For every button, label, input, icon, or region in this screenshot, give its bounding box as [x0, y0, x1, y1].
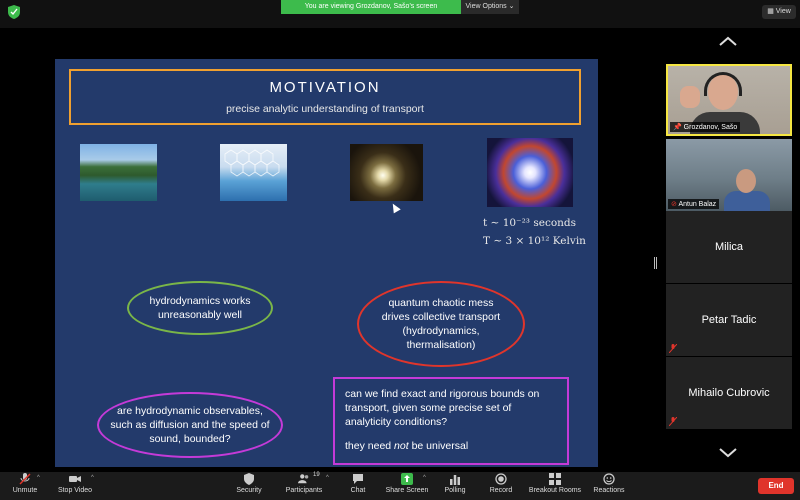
viewing-screen-banner: You are viewing Grozdanov, Sašo's screen: [281, 0, 461, 14]
view-button[interactable]: [762, 5, 796, 19]
chat-bubble-icon: [352, 473, 364, 485]
stop-video-label: Stop Video: [57, 487, 93, 494]
record-icon: [495, 473, 507, 485]
hand-gesture: [680, 86, 700, 108]
share-options-caret-icon[interactable]: ^: [423, 475, 426, 481]
top-bar: [0, 0, 800, 28]
grid-icon: ▦: [767, 8, 774, 15]
box-note-emphasis: not: [394, 440, 409, 452]
end-meeting-button[interactable]: End: [758, 478, 794, 494]
audio-options-caret-icon[interactable]: ^: [37, 475, 40, 481]
view-options-label: View Options: [465, 3, 507, 10]
bar-chart-icon: [449, 473, 461, 485]
breakout-rooms-icon: [549, 473, 561, 485]
name-tile[interactable]: [666, 211, 792, 283]
participants-label: Participants: [285, 487, 323, 494]
chevron-up-icon[interactable]: [718, 36, 738, 46]
analyticity-box: [333, 377, 569, 465]
mic-muted-icon: [669, 417, 677, 426]
tile-name-text: Milica: [714, 241, 744, 253]
title-box: [69, 69, 581, 125]
chevron-down-icon[interactable]: [718, 448, 738, 458]
video-tile-active-speaker[interactable]: [666, 64, 792, 136]
smiley-icon: [603, 473, 615, 485]
oval-hydrodynamics: [127, 281, 273, 335]
breakout-rooms-label: Breakout Rooms: [528, 487, 582, 494]
name-tile[interactable]: [666, 284, 792, 356]
chat-button[interactable]: [346, 473, 370, 494]
shared-screen: [0, 28, 658, 472]
heavy-ion-collision-image: [487, 138, 573, 207]
share-screen-icon: [401, 473, 413, 485]
box-note-post: be universal: [408, 440, 469, 452]
chevron-down-icon: ⌄: [508, 3, 515, 10]
microphone-muted-icon: [19, 473, 31, 485]
box-note: [345, 439, 557, 453]
breakout-rooms-button[interactable]: [528, 473, 582, 494]
oval-bounded-question-text: are hydrodynamic observables, such as diffusion and the speed of sound, bounded?: [110, 405, 270, 445]
slide-subtitle: precise analytic understanding of transport: [226, 103, 424, 115]
reactions-button[interactable]: [592, 473, 626, 494]
share-screen-label: Share Screen: [385, 487, 429, 494]
presentation-slide: [55, 59, 598, 467]
chat-label: Chat: [350, 487, 366, 494]
participants-count: 19: [313, 472, 320, 478]
view-options-button[interactable]: [461, 0, 519, 14]
tile-name-label: [670, 122, 740, 132]
tile-name-text: Petar Tadic: [701, 314, 757, 326]
oval-quantum-chaos: [357, 281, 525, 367]
graphene-water-image: [220, 144, 287, 201]
video-options-caret-icon[interactable]: ^: [91, 475, 94, 481]
participants-caret-icon[interactable]: ^: [326, 475, 329, 481]
slide-title: MOTIVATION: [269, 79, 381, 96]
video-tile[interactable]: [666, 139, 792, 211]
name-tile[interactable]: [666, 357, 792, 429]
oval-hydrodynamics-text: hydrodynamics works unreasonably well: [149, 295, 251, 321]
participant-head: [736, 169, 756, 193]
formula-temperature: T ∼ 3 × 10¹² Kelvin: [483, 235, 586, 247]
view-button-label: View: [775, 8, 791, 15]
unmute-label: Unmute: [12, 487, 38, 494]
security-button[interactable]: [234, 473, 264, 494]
video-camera-icon: [69, 473, 81, 485]
tile-name-text: Antun Balaz: [678, 201, 717, 208]
formula-time: t ∼ 10⁻²³ seconds: [483, 217, 577, 229]
participants-icon: [298, 473, 310, 485]
tile-name-text: Mihailo Cubrovic: [688, 387, 770, 399]
oval-quantum-chaos-text: quantum chaotic mess drives collective transport (hydrodynamics, thermalisation): [381, 297, 501, 351]
hexagon-lattice-icon: [220, 144, 287, 201]
lake-image: [80, 144, 157, 201]
polling-button[interactable]: [442, 473, 468, 494]
box-note-pre: they need: [345, 440, 395, 452]
reactions-label: Reactions: [593, 487, 625, 494]
resize-handle[interactable]: [654, 257, 657, 269]
tile-name-label: [668, 199, 719, 209]
stop-video-button[interactable]: [55, 473, 95, 494]
black-hole-merger-image: [350, 144, 423, 201]
security-label: Security: [236, 487, 262, 494]
record-button[interactable]: [487, 473, 515, 494]
polling-label: Polling: [444, 487, 466, 494]
mic-muted-icon: [669, 344, 677, 353]
participant-body: [724, 191, 770, 211]
participant-gallery: [658, 28, 800, 472]
mic-muted-icon: ⊘: [671, 201, 677, 208]
oval-bounded-question: [97, 392, 283, 458]
tile-name-text: Grozdanov, Sašo: [683, 124, 738, 131]
unmute-button[interactable]: [10, 473, 40, 494]
shield-icon[interactable]: [8, 5, 20, 19]
shield-icon: [243, 473, 255, 485]
meeting-toolbar: [0, 472, 800, 500]
headset-icon: [704, 72, 742, 96]
pin-icon: 📌: [673, 124, 682, 131]
box-question-text: can we find exact and rigorous bounds on transport, given some precise set of analyticity conditions?: [345, 388, 540, 428]
record-label: Record: [489, 487, 513, 494]
